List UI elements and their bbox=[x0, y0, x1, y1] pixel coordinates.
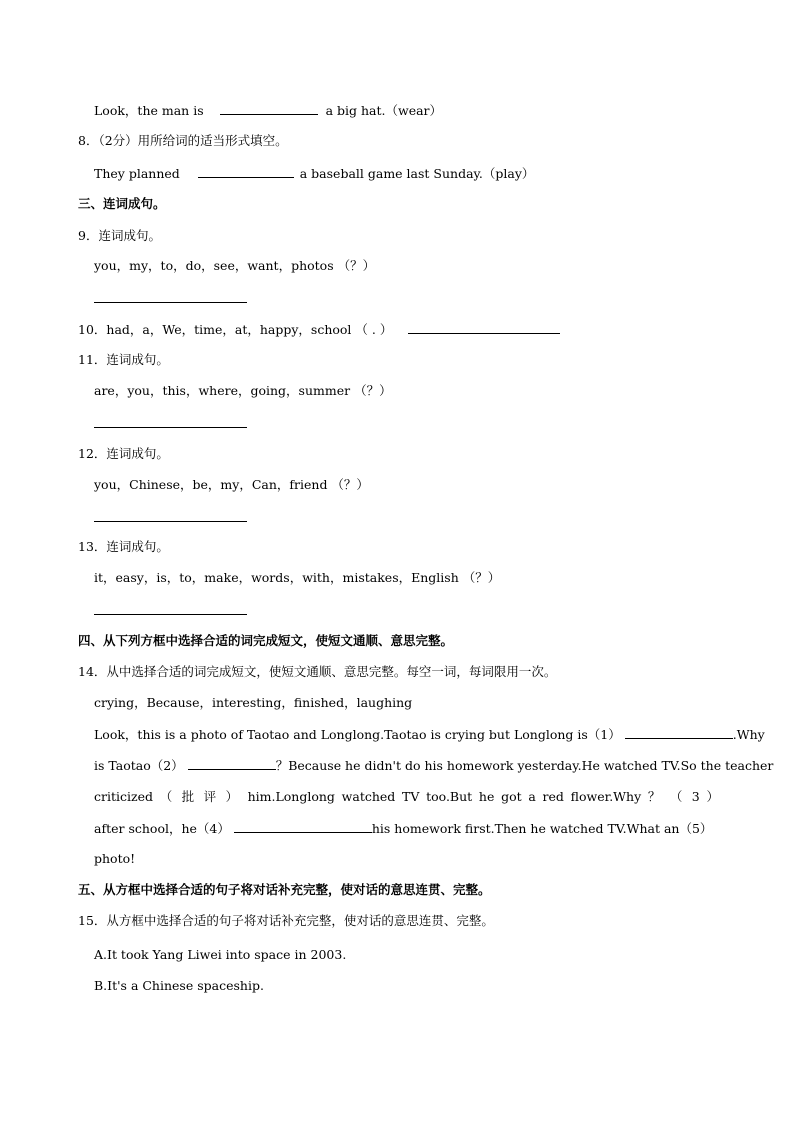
q14-passage-line-3: criticized （ 批 评 ） him.Longlong watched TV too.But he got a red flower.Why ？ （ 3 ） bbox=[94, 789, 719, 804]
q14-p4-text-b: his homework first.Then he watched TV.What an（5） bbox=[371, 821, 713, 836]
q14-blank-4[interactable] bbox=[234, 820, 372, 833]
q14-p2-text-a: is Taotao（2） bbox=[94, 758, 184, 773]
q7-sentence bbox=[94, 102, 442, 119]
q14-passage-line-2 bbox=[94, 757, 773, 774]
q10-blank[interactable] bbox=[408, 321, 560, 334]
section-5-title: 五、从方框中选择合适的句子将对话补充完整，使对话的意思连贯、完整。 bbox=[78, 882, 491, 897]
q8-blank[interactable] bbox=[198, 165, 294, 178]
q8-text-after: a baseball game last Sunday.（play） bbox=[299, 166, 535, 181]
q14-p4-text-a: after school，he（4） bbox=[94, 821, 230, 836]
q11-words: are，you，this，where，going，summer （？） bbox=[94, 383, 392, 398]
q8-sentence bbox=[94, 165, 534, 182]
q8-number: 8．（2分）用所给词的适当形式填空。 bbox=[78, 133, 288, 148]
q14-passage-line-4 bbox=[94, 820, 712, 837]
q15-option-b: B.It's a Chinese spaceship. bbox=[94, 978, 264, 993]
q12-number: 12．连词成句。 bbox=[78, 446, 169, 461]
q15-number: 15．从方框中选择合适的句子将对话补充完整，使对话的意思连贯、完整。 bbox=[78, 913, 494, 928]
q12-answer-line[interactable] bbox=[94, 521, 247, 522]
q14-blank-1[interactable] bbox=[625, 726, 733, 739]
q12-words: you，Chinese，be，my，Can，friend （？） bbox=[94, 477, 369, 492]
q13-words: it，easy，is，to，make，words，with，mistakes，English （？） bbox=[94, 570, 501, 585]
q14-p2-text-b: ？Because he didn't do his homework yesterday.He watched TV.So the teacher bbox=[275, 758, 774, 773]
q14-p1-text-b: .Why bbox=[732, 727, 765, 742]
q14-word-options: crying，Because，interesting，finished，laughing bbox=[94, 695, 413, 710]
q10-sentence bbox=[78, 321, 560, 338]
q10-text: 10．had，a，We，time，at，happy，school （ . ） bbox=[78, 322, 393, 337]
q15-option-a: A.It took Yang Liwei into space in 2003. bbox=[94, 947, 347, 962]
q13-answer-line[interactable] bbox=[94, 614, 247, 615]
q14-passage-line-5: photo! bbox=[94, 851, 136, 866]
q14-blank-2[interactable] bbox=[188, 757, 276, 770]
q7-text-after: a big hat.（wear） bbox=[325, 103, 443, 118]
q9-number: 9．连词成句。 bbox=[78, 228, 161, 243]
q7-text-before: Look，the man is bbox=[94, 103, 204, 118]
q11-number: 11．连词成句。 bbox=[78, 352, 169, 367]
q9-answer-line[interactable] bbox=[94, 302, 247, 303]
q9-words: you，my，to，do，see，want，photos （？） bbox=[94, 258, 376, 273]
section-3-title: 三、连词成句。 bbox=[78, 196, 166, 211]
q13-number: 13．连词成句。 bbox=[78, 539, 169, 554]
q11-answer-line[interactable] bbox=[94, 427, 247, 428]
q14-number: 14．从中选择合适的词完成短文，使短文通顺、意思完整。每空一词，每词限用一次。 bbox=[78, 664, 557, 679]
section-4-title: 四、从下列方框中选择合适的词完成短文，使短文通顺、意思完整。 bbox=[78, 633, 454, 648]
q14-passage-line-1 bbox=[94, 726, 765, 743]
q14-p1-text-a: Look，this is a photo of Taotao and Longlong.Taotao is crying but Longlong is（1） bbox=[94, 727, 621, 742]
q7-blank[interactable] bbox=[220, 102, 318, 115]
q8-text-before: They planned bbox=[94, 166, 180, 181]
